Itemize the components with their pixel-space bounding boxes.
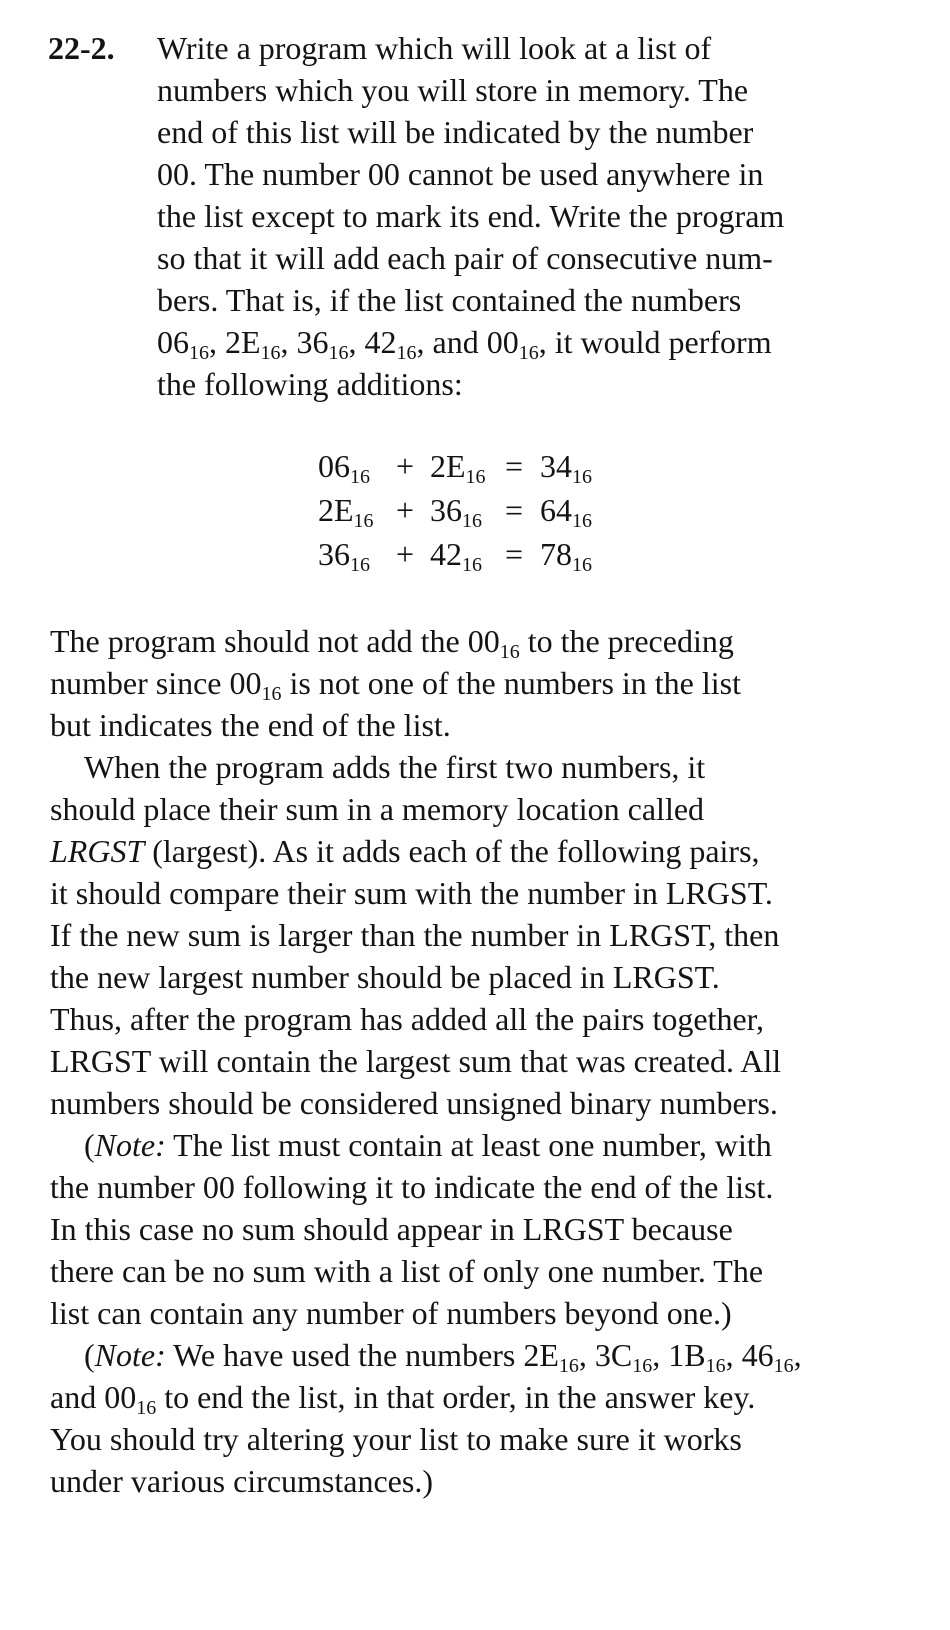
note2-separator: , bbox=[578, 1337, 595, 1373]
eq-result: 64 bbox=[540, 492, 572, 528]
para2-line-3 bbox=[50, 833, 760, 869]
eq-equals: = bbox=[505, 448, 524, 484]
list-subscript: 16 bbox=[396, 342, 417, 364]
para2-line-1: When the program adds the first two numbers, it bbox=[84, 749, 706, 785]
note2-line-2 bbox=[50, 1379, 756, 1419]
note2-line-1 bbox=[84, 1337, 802, 1377]
note1-line-4: there can be no sum with a list of only one number. The bbox=[50, 1253, 764, 1289]
eq-subscript: 16 bbox=[350, 554, 370, 576]
eq-equals: = bbox=[505, 536, 524, 572]
list-separator: , bbox=[280, 324, 297, 360]
list-separator: , bbox=[348, 324, 365, 360]
note2-separator: , bbox=[793, 1337, 802, 1373]
note2-separator: , bbox=[725, 1337, 742, 1373]
list-separator: , and bbox=[416, 324, 487, 360]
para1-subscript: 16 bbox=[261, 683, 282, 705]
para1-line-3: but indicates the end of the list. bbox=[50, 707, 451, 743]
lrgst-italic: LRGST bbox=[50, 833, 145, 869]
para1-text: is not one of the numbers in the list bbox=[281, 665, 741, 701]
note1-open-paren: ( bbox=[84, 1127, 95, 1163]
para2-text: (largest). As it adds each of the following pairs, bbox=[144, 833, 760, 869]
para2-line-5: If the new sum is larger than the number in LRGST, then bbox=[50, 917, 780, 953]
problem-after-list: the following additions: bbox=[157, 366, 463, 402]
para2-line-6: the new largest number should be placed in LRGST. bbox=[50, 959, 720, 995]
list-number: 42 bbox=[364, 324, 397, 360]
para1-line-1 bbox=[50, 623, 734, 663]
note2-text: We have used the numbers bbox=[165, 1337, 524, 1373]
problem-line-3: end of this list will be indicated by the number bbox=[157, 114, 754, 150]
list-number: 36 bbox=[296, 324, 329, 360]
note1-text: The list must contain at least one number, with bbox=[165, 1127, 772, 1163]
note2-subscript: 16 bbox=[632, 1355, 653, 1377]
note1-line-1 bbox=[84, 1127, 772, 1163]
note1-line-3: In this case no sum should appear in LRGST because bbox=[50, 1211, 733, 1247]
eq-operand-b: 36 bbox=[430, 492, 462, 528]
note2-number: 46 bbox=[741, 1337, 774, 1373]
problem-line-1: Write a program which will look at a list of bbox=[157, 30, 712, 66]
eq-subscript: 16 bbox=[462, 554, 482, 576]
eq-operand-b: 2E bbox=[430, 448, 466, 484]
para1-subscript: 16 bbox=[499, 641, 520, 663]
list-number: 2E bbox=[225, 324, 261, 360]
note2-open-paren: ( bbox=[84, 1337, 95, 1373]
para1-text: to the preceding bbox=[519, 623, 734, 659]
note2-subscript: 16 bbox=[136, 1397, 157, 1419]
problem-line-7: bers. That is, if the list contained the numbers bbox=[157, 282, 742, 318]
note2-separator: , bbox=[652, 1337, 669, 1373]
list-subscript: 16 bbox=[518, 342, 539, 364]
problem-line-5: the list except to mark its end. Write the program bbox=[157, 198, 785, 234]
note2-number: 3C bbox=[594, 1337, 633, 1373]
eq-subscript: 16 bbox=[465, 466, 486, 488]
list-number: 00 bbox=[486, 324, 519, 360]
eq-plus: + bbox=[396, 448, 415, 484]
list-separator: , it would perform bbox=[538, 324, 772, 360]
note2-subscript: 16 bbox=[705, 1355, 726, 1377]
list-separator: , bbox=[209, 324, 225, 360]
eq-subscript: 16 bbox=[462, 510, 482, 532]
problem-number: 22-2. bbox=[48, 30, 115, 66]
para2-line-2: should place their sum in a memory location called bbox=[50, 791, 705, 827]
eq-subscript: 16 bbox=[350, 466, 370, 488]
problem-line-2: numbers which you will store in memory. The bbox=[157, 72, 749, 108]
problem-list-line bbox=[157, 324, 772, 364]
para2-line-4: it should compare their sum with the number in LRGST. bbox=[50, 875, 773, 911]
note1-line-5: list can contain any number of numbers beyond one.) bbox=[50, 1295, 732, 1331]
note2-line-4: under various circumstances.) bbox=[50, 1463, 433, 1499]
eq-subscript: 16 bbox=[572, 466, 592, 488]
para2-line-9: numbers should be considered unsigned binary numbers. bbox=[50, 1085, 778, 1121]
para1-text: number since 00 bbox=[50, 665, 262, 701]
note2-subscript: 16 bbox=[558, 1355, 579, 1377]
note2-text: and 00 bbox=[50, 1379, 137, 1415]
problem-line-4: 00. The number 00 cannot be used anywhere in bbox=[157, 156, 764, 192]
eq-operand-a: 06 bbox=[318, 448, 350, 484]
eq-operand-a: 2E bbox=[318, 492, 354, 528]
note1-label: Note: bbox=[94, 1127, 166, 1163]
note2-label: Note: bbox=[94, 1337, 166, 1373]
eq-result: 78 bbox=[540, 536, 572, 572]
eq-subscript: 16 bbox=[572, 510, 592, 532]
list-number: 06 bbox=[157, 324, 189, 360]
eq-equals: = bbox=[505, 492, 524, 528]
eq-operand-a: 36 bbox=[318, 536, 350, 572]
note2-number: 1B bbox=[668, 1337, 706, 1373]
para2-line-8: LRGST will contain the largest sum that was created. All bbox=[50, 1043, 782, 1079]
eq-subscript: 16 bbox=[572, 554, 592, 576]
note2-subscript: 16 bbox=[773, 1355, 794, 1377]
eq-plus: + bbox=[396, 536, 415, 572]
eq-operand-b: 42 bbox=[430, 536, 462, 572]
list-subscript: 16 bbox=[328, 342, 349, 364]
note2-text: to end the list, in that order, in the answer key. bbox=[156, 1379, 756, 1415]
para1-line-2 bbox=[50, 665, 741, 705]
para1-text: The program should not add the 00 bbox=[50, 623, 500, 659]
eq-plus: + bbox=[396, 492, 415, 528]
note1-line-2: the number 00 following it to indicate the end of the list. bbox=[50, 1169, 774, 1205]
list-subscript: 16 bbox=[260, 342, 281, 364]
eq-subscript: 16 bbox=[353, 510, 374, 532]
para2-line-7: Thus, after the program has added all the pairs together, bbox=[50, 1001, 765, 1037]
problem-line-6: so that it will add each pair of consecutive num- bbox=[157, 240, 773, 276]
list-subscript: 16 bbox=[189, 342, 209, 364]
eq-result: 34 bbox=[540, 448, 572, 484]
note2-line-3: You should try altering your list to make sure it works bbox=[50, 1421, 742, 1457]
note2-number: 2E bbox=[523, 1337, 559, 1373]
